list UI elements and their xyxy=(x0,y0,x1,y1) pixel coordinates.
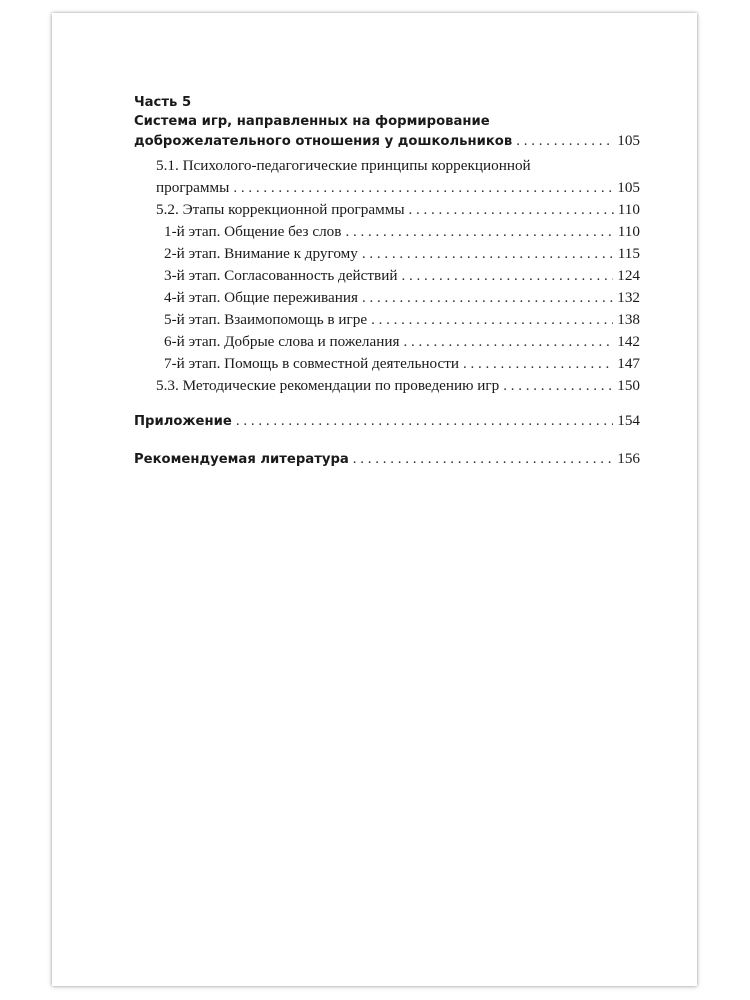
toc-entry-appendix xyxy=(134,411,640,431)
dot-leader xyxy=(403,331,613,353)
toc-entry-stage-6 xyxy=(134,331,640,353)
toc-entry-stage-1 xyxy=(134,221,640,243)
toc-entry-stage-3 xyxy=(134,265,640,287)
page-number: 142 xyxy=(617,333,640,350)
dot-leader xyxy=(371,309,613,331)
dot-leader xyxy=(401,265,613,287)
page-number: 110 xyxy=(617,201,640,218)
toc-entry-label: 2-й этап. Внимание к другому xyxy=(164,245,358,262)
page-number: 110 xyxy=(617,223,640,240)
part-title-line-1: Система игр, направленных на формирование xyxy=(134,114,490,129)
toc-entry-5-1 xyxy=(134,177,640,199)
page-number: 105 xyxy=(617,132,640,149)
page-number: 105 xyxy=(617,179,640,196)
page-number: 147 xyxy=(617,355,640,372)
toc-entry-5-1-line-1: 5.1. Психолого-педагогические принципы коррекционной xyxy=(156,157,531,174)
toc-entry-5-1-line-2: программы xyxy=(156,179,230,196)
toc-entry-label: 5.2. Этапы коррекционной программы xyxy=(156,201,405,218)
dot-leader xyxy=(362,287,613,309)
page-number: 156 xyxy=(617,450,640,467)
dot-leader xyxy=(463,353,613,375)
dot-leader xyxy=(236,412,613,431)
page-number: 115 xyxy=(617,245,640,262)
toc-entry-5-3 xyxy=(134,375,640,397)
toc-entry-label: 5.3. Методические рекомендации по проведению игр xyxy=(156,377,500,394)
dot-leader xyxy=(233,177,613,199)
toc-entry-stage-2 xyxy=(134,243,640,265)
dot-leader xyxy=(503,375,613,397)
toc-entry-stage-5 xyxy=(134,309,640,331)
part-label: Часть 5 xyxy=(134,95,192,110)
toc-entry-literature xyxy=(134,449,640,469)
toc-entry-label: 3-й этап. Согласованность действий xyxy=(164,267,398,284)
page-number: 138 xyxy=(617,311,640,328)
toc-entry-label: Приложение xyxy=(134,414,232,429)
dot-leader xyxy=(516,132,613,151)
dot-leader xyxy=(362,243,614,265)
table-of-contents xyxy=(134,93,640,469)
dot-leader xyxy=(345,221,613,243)
toc-entry-label: 1-й этап. Общение без слов xyxy=(164,223,342,240)
page-number: 132 xyxy=(617,289,640,306)
toc-entry-label: 5-й этап. Взаимопомощь в игре xyxy=(164,311,368,328)
page-number: 150 xyxy=(617,377,640,394)
toc-entry-label: 4-й этап. Общие переживания xyxy=(164,289,359,306)
toc-entry-label: 7-й этап. Помощь в совместной деятельности xyxy=(164,355,459,372)
part-title-line-2: доброжелательного отношения у дошкольников xyxy=(134,134,513,149)
toc-entry-5-2 xyxy=(134,199,640,221)
dot-leader xyxy=(353,450,613,469)
page-number: 154 xyxy=(617,412,640,429)
toc-entry-label: 6-й этап. Добрые слова и пожелания xyxy=(164,333,400,350)
toc-entry-stage-4 xyxy=(134,287,640,309)
page-number: 124 xyxy=(617,267,640,284)
toc-entry-part-5 xyxy=(134,131,640,151)
toc-entry-label: Рекомендуемая литература xyxy=(134,452,349,467)
dot-leader xyxy=(409,199,614,221)
toc-entry-stage-7 xyxy=(134,353,640,375)
